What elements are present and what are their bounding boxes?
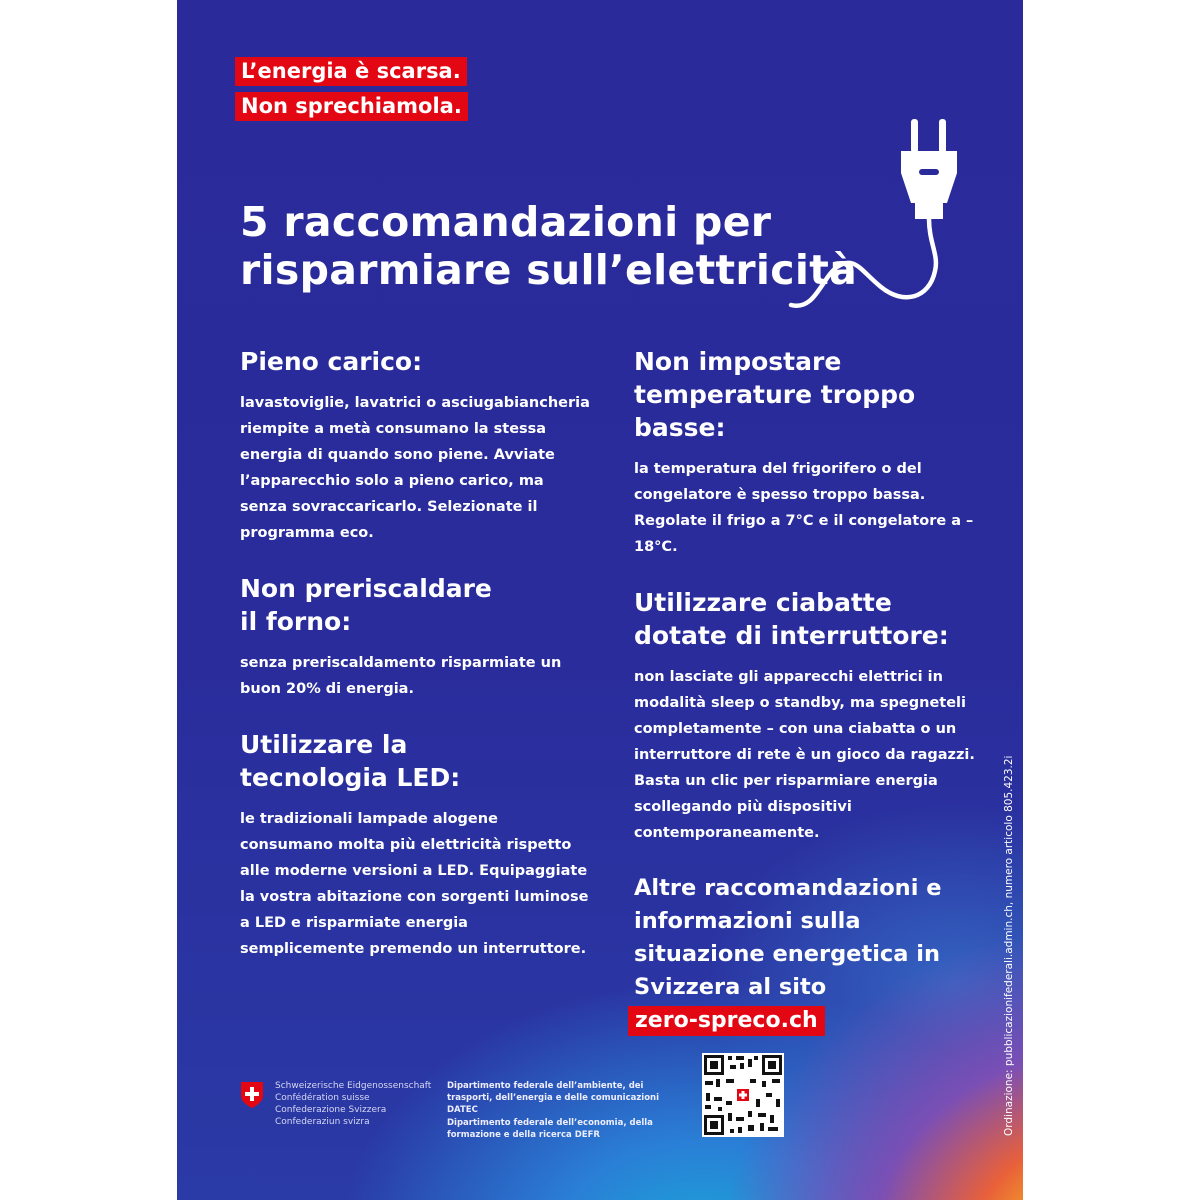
recommendation-heading: Non impostare temperature troppo basse: bbox=[634, 347, 916, 442]
website-link[interactable]: zero-spreco.ch bbox=[628, 1006, 825, 1036]
recommendation-body: le tradizionali lampade alogene consumano molta più elettricità rispetto alle moderne versioni a LED. Equipaggiate la vostra abitazione con sorgenti luminose a LED e risparmiate energia semplicemente premendo un interruttore. bbox=[240, 811, 589, 957]
more-info-text: Altre raccomandazioni e informazioni sulla situazione energetica in Svizzera al sito bbox=[634, 875, 942, 1000]
confederation-name-fr: Confédération suisse bbox=[275, 1093, 370, 1103]
title-line-1: 5 raccomandazioni per bbox=[240, 198, 772, 246]
confederation-names bbox=[275, 1080, 431, 1128]
recommendation bbox=[240, 345, 590, 546]
department-defr: Dipartimento federale dell’economia, della formazione e della ricerca DEFR bbox=[447, 1118, 653, 1140]
title-line-2: risparmiare sull’elettricità bbox=[240, 246, 858, 294]
recommendation-body: non lasciate gli apparecchi elettrici in modalità sleep o standby, ma spegneteli completamente – con una ciabatta o un interruttore di rete è un gioco da ragazzi. Basta un clic per risparmiare energia scollegando più dispositivi contemporaneamente. bbox=[634, 669, 975, 841]
recommendation-body: lavastoviglie, lavatrici o asciugabiancheria riempite a metà consumano la stessa energia di quando sono piene. Avviate l’apparecchio solo a pieno carico, ma senza sovraccaricarlo. Selezionate il programma eco. bbox=[240, 395, 590, 541]
slogan-line-2: Non sprechiamola. bbox=[235, 92, 468, 121]
slogan bbox=[235, 57, 468, 127]
recommendation-body: senza preriscaldamento risparmiate un buon 20% di energia. bbox=[240, 655, 562, 697]
page-title bbox=[240, 198, 857, 294]
recommendation-heading: Pieno carico: bbox=[240, 347, 423, 376]
swiss-cross-icon bbox=[239, 1080, 265, 1110]
recommendation-heading: Non preriscaldare il forno: bbox=[240, 574, 492, 636]
confederation-name-it: Confederazione Svizzera bbox=[275, 1105, 387, 1115]
recommendation-body: la temperatura del frigorifero o del congelatore è spesso troppo bassa. Regolate il frigo a 7°C e il congelatore a –18°C. bbox=[634, 461, 974, 555]
recommendation bbox=[634, 586, 984, 846]
qr-code-graphic bbox=[702, 1053, 784, 1137]
confederation-logo bbox=[239, 1080, 431, 1128]
confederation-name-de: Schweizerische Eidgenossenschaft bbox=[275, 1081, 432, 1091]
poster bbox=[177, 0, 1023, 1200]
recommendation bbox=[240, 728, 590, 962]
ordering-info: Ordinazione: pubblicazionifederali.admin.ch, numero articolo 805.423.2i bbox=[1003, 755, 1015, 1136]
recommendation bbox=[634, 345, 984, 560]
recommendation-heading: Utilizzare ciabatte dotate di interruttore: bbox=[634, 588, 949, 650]
slogan-line-1: L’energia è scarsa. bbox=[235, 57, 467, 86]
department-datec: Dipartimento federale dell’ambiente, dei trasporti, dell’energia e delle comunicazioni DATEC bbox=[447, 1081, 660, 1115]
recommendation-heading: Utilizzare la tecnologia LED: bbox=[240, 730, 461, 792]
more-info bbox=[634, 872, 984, 1037]
left-column bbox=[240, 345, 590, 988]
recommendation bbox=[240, 572, 590, 702]
right-column bbox=[634, 345, 984, 1037]
confederation-name-rm: Confederaziun svizra bbox=[275, 1117, 370, 1127]
qr-code[interactable] bbox=[702, 1053, 784, 1137]
